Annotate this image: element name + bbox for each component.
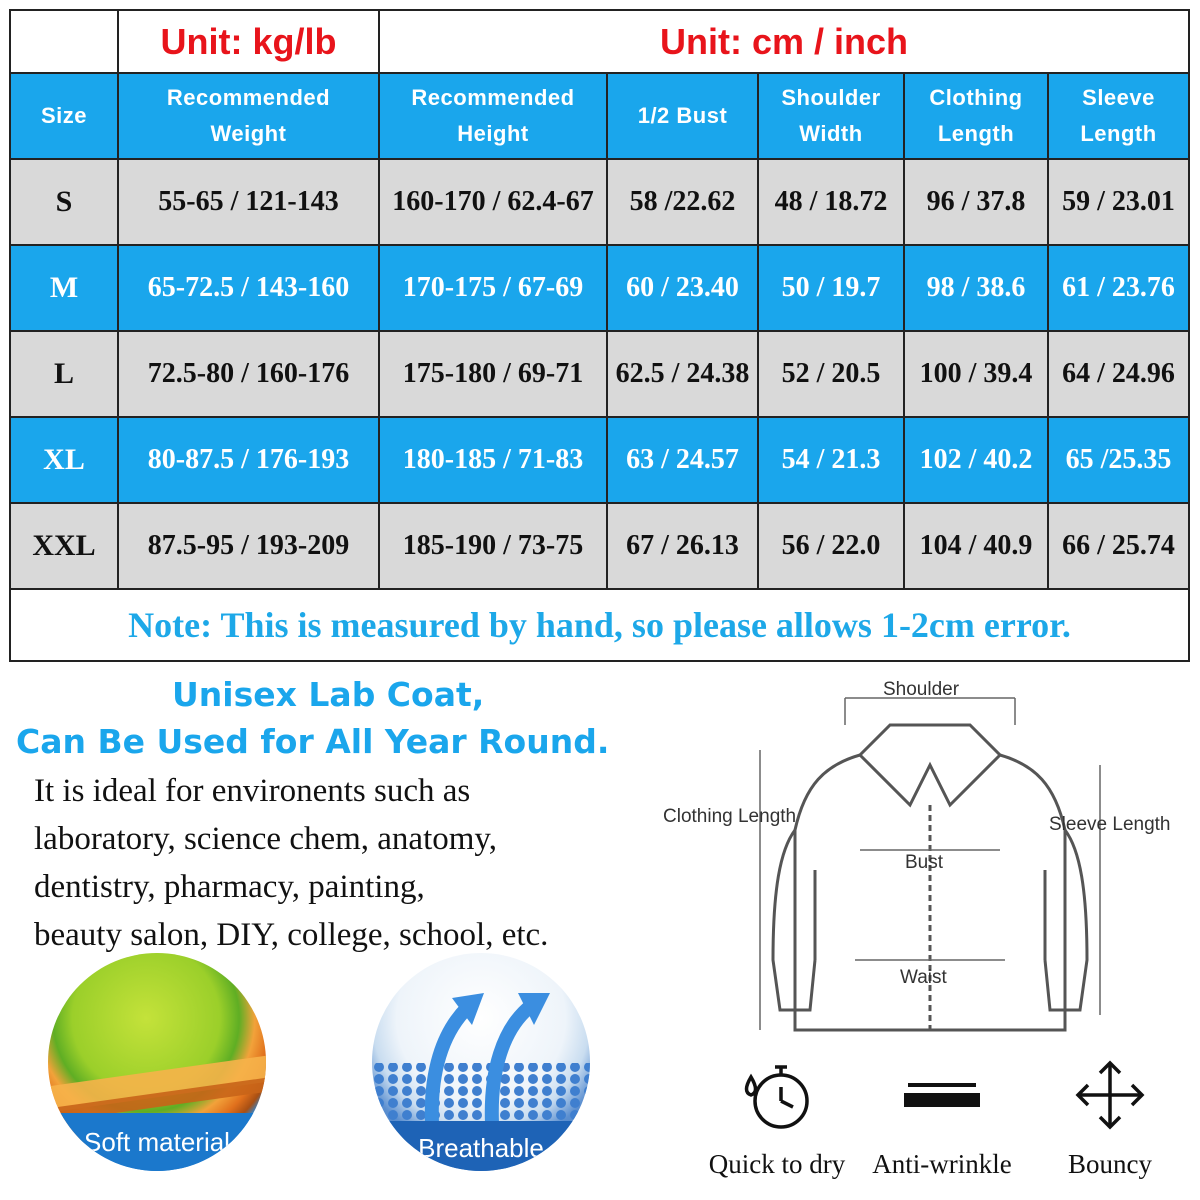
- size-cell: M: [10, 245, 118, 331]
- feature-anti-wrinkle: [862, 1055, 1022, 1180]
- sleeve-cell: 59 / 23.01: [1048, 159, 1189, 245]
- length-cell: 98 / 38.6: [904, 245, 1048, 331]
- description-line: It is ideal for environents such as: [34, 773, 471, 809]
- anti-wrinkle-label: Anti-wrinkle: [872, 1149, 1012, 1179]
- header-rec-weight: [118, 73, 379, 159]
- weight-cell: 65-72.5 / 143-160: [118, 245, 379, 331]
- size-cell: S: [10, 159, 118, 245]
- header-row: [10, 73, 1189, 159]
- header-text: Length: [1080, 121, 1157, 146]
- header-text: Sleeve: [1082, 85, 1155, 110]
- diagram-waist-label: Waist: [900, 967, 947, 988]
- table-row: [10, 417, 1189, 503]
- promo-title-line-1: Unisex Lab Coat,: [172, 675, 485, 714]
- shoulder-cell: 52 / 20.5: [758, 331, 904, 417]
- sleeve-cell: 61 / 23.76: [1048, 245, 1189, 331]
- sleeve-cell: 65 /25.35: [1048, 417, 1189, 503]
- soft-material-image: [48, 953, 266, 1171]
- shoulder-cell: 50 / 19.7: [758, 245, 904, 331]
- size-cell: XL: [10, 417, 118, 503]
- header-sleeve-length: [1048, 73, 1189, 159]
- diagram-shoulder-label: Shoulder: [883, 679, 960, 700]
- header-shoulder: [758, 73, 904, 159]
- weight-unit-label: Unit: kg/lb: [118, 10, 379, 73]
- description-line: beauty salon, DIY, college, school, etc.: [34, 917, 549, 953]
- header-bust: 1/2 Bust: [607, 73, 758, 159]
- height-cell: 170-175 / 67-69: [379, 245, 607, 331]
- sleeve-cell: 66 / 25.74: [1048, 503, 1189, 589]
- size-cell: XXL: [10, 503, 118, 589]
- header-text: Recommended: [411, 85, 575, 110]
- bouncy-label: Bouncy: [1068, 1149, 1152, 1179]
- table-row: [10, 331, 1189, 417]
- table-row: [10, 503, 1189, 589]
- bust-cell: 58 /22.62: [607, 159, 758, 245]
- diagram-bust-label: Bust: [905, 852, 944, 873]
- sleeve-cell: 64 / 24.96: [1048, 331, 1189, 417]
- bust-cell: 60 / 23.40: [607, 245, 758, 331]
- length-cell: 100 / 39.4: [904, 331, 1048, 417]
- weight-cell: 72.5-80 / 160-176: [118, 331, 379, 417]
- length-cell: 102 / 40.2: [904, 417, 1048, 503]
- unit-row: [10, 10, 1189, 73]
- height-cell: 180-185 / 71-83: [379, 417, 607, 503]
- length-cell: 104 / 40.9: [904, 503, 1048, 589]
- flat-layers-icon: [902, 1055, 982, 1135]
- header-text: Height: [457, 121, 529, 146]
- diagram-sleeve-length-label: Sleeve Length: [1049, 814, 1171, 835]
- size-cell: L: [10, 331, 118, 417]
- table-row: [10, 159, 1189, 245]
- table-row: [10, 245, 1189, 331]
- feature-bouncy: [1030, 1055, 1190, 1180]
- description-line: laboratory, science chem, anatomy,: [34, 821, 498, 857]
- header-text: Length: [937, 121, 1015, 146]
- header-text: Clothing: [929, 85, 1023, 110]
- breathable-label: Breathable: [418, 1133, 544, 1163]
- bust-cell: 62.5 / 24.38: [607, 331, 758, 417]
- bust-cell: 67 / 26.13: [607, 503, 758, 589]
- weight-cell: 55-65 / 121-143: [118, 159, 379, 245]
- header-rec-height: [379, 73, 607, 159]
- shoulder-cell: 48 / 18.72: [758, 159, 904, 245]
- breathable-image: [372, 953, 590, 1171]
- height-cell: 175-180 / 69-71: [379, 331, 607, 417]
- size-chart-table: [9, 9, 1190, 662]
- weight-cell: 87.5-95 / 193-209: [118, 503, 379, 589]
- header-text: Shoulder: [781, 85, 881, 110]
- header-size: Size: [10, 73, 118, 159]
- expand-arrows-icon: [1070, 1055, 1150, 1135]
- coat-measurement-diagram: [655, 670, 1195, 1050]
- promo-title-line-2: Can Be Used for All Year Round.: [16, 722, 610, 761]
- note-row: [10, 589, 1189, 661]
- header-text: Weight: [210, 121, 287, 146]
- shoulder-cell: 56 / 22.0: [758, 503, 904, 589]
- measurement-note: Note: This is measured by hand, so please allows 1-2cm error.: [10, 589, 1189, 661]
- shoulder-cell: 54 / 21.3: [758, 417, 904, 503]
- diagram-clothing-length-label: Clothing Length: [663, 806, 797, 827]
- height-cell: 160-170 / 62.4-67: [379, 159, 607, 245]
- weight-cell: 80-87.5 / 176-193: [118, 417, 379, 503]
- header-clothing-length: [904, 73, 1048, 159]
- header-text: Recommended: [166, 85, 331, 110]
- quick-dry-label: Quick to dry: [708, 1149, 846, 1179]
- description-line: dentistry, pharmacy, painting,: [34, 869, 425, 905]
- stopwatch-drop-icon: [737, 1055, 817, 1135]
- soft-material-label: Soft material: [84, 1127, 230, 1157]
- length-cell: 96 / 37.8: [904, 159, 1048, 245]
- feature-quick-dry: [697, 1055, 857, 1180]
- empty-corner-cell: [10, 10, 118, 73]
- height-cell: 185-190 / 73-75: [379, 503, 607, 589]
- bust-cell: 63 / 24.57: [607, 417, 758, 503]
- dimension-unit-label: Unit: cm / inch: [379, 10, 1189, 73]
- header-text: Width: [799, 121, 863, 146]
